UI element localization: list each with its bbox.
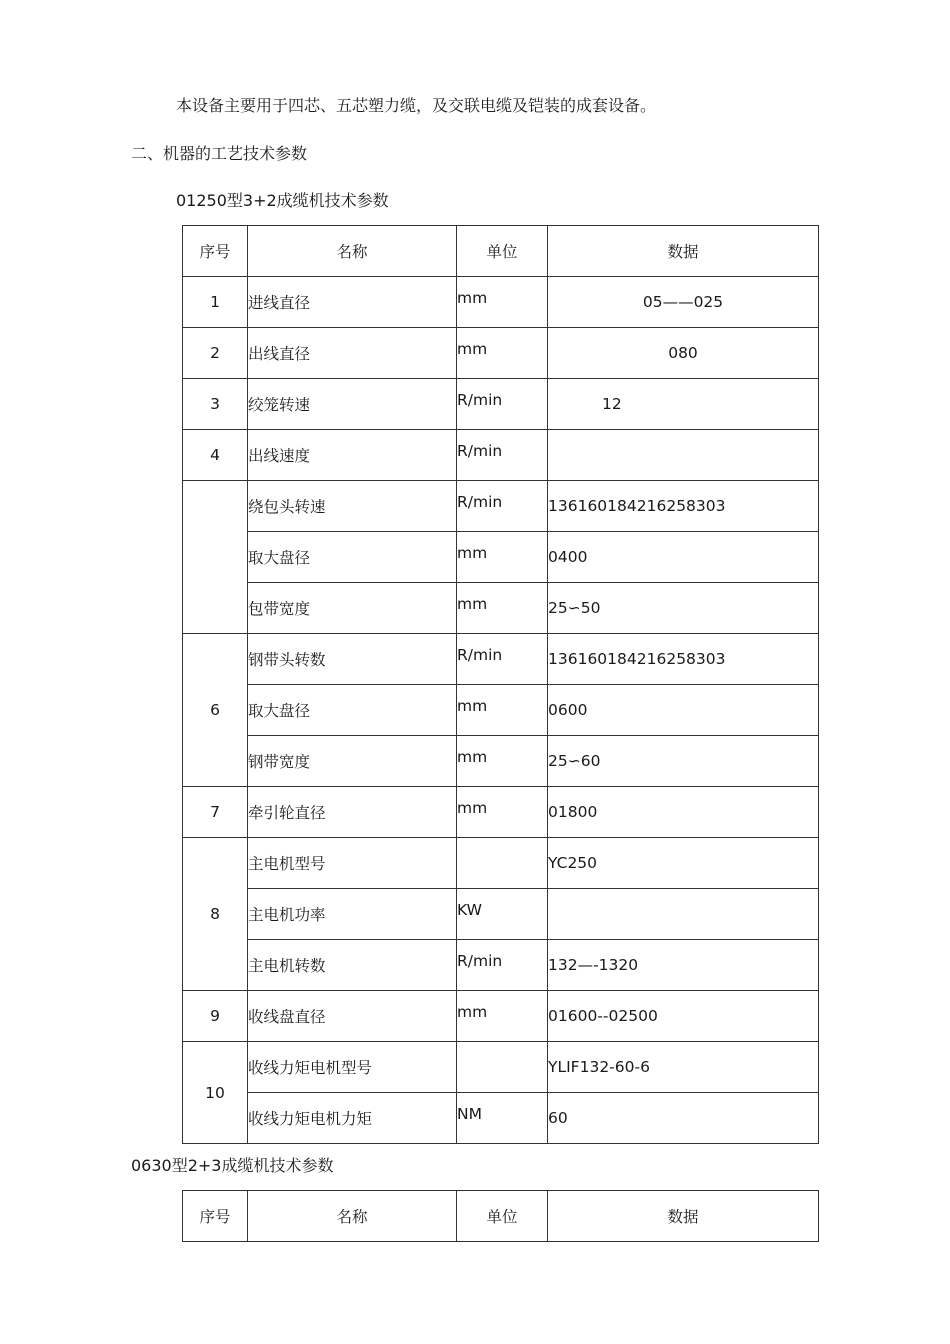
row-name: 进线直径	[248, 277, 457, 328]
row-value: 01600‑-02500	[548, 991, 819, 1042]
row-no: 10	[183, 1042, 248, 1144]
row-value	[548, 430, 819, 481]
row-value: 01800	[548, 787, 819, 838]
row-unit: R/min	[457, 481, 548, 532]
row-no: 9	[183, 991, 248, 1042]
table-row	[183, 685, 819, 736]
row-unit: R/min	[457, 430, 548, 481]
row-value: 25∽60	[548, 736, 819, 787]
table2	[182, 1190, 819, 1242]
table-row	[183, 328, 819, 379]
row-name: 主电机功率	[248, 889, 457, 940]
row-no: 3	[183, 379, 248, 430]
table-row	[183, 787, 819, 838]
row-name: 牵引轮直径	[248, 787, 457, 838]
header-no: 序号	[183, 1191, 248, 1242]
row-value: 136160184216258303	[548, 634, 819, 685]
header-no: 序号	[183, 226, 248, 277]
row-unit: mm	[457, 328, 548, 379]
row-name: 包带宽度	[248, 583, 457, 634]
table-row	[183, 481, 819, 532]
row-value: 12	[548, 379, 819, 430]
row-name: 收线力矩电机力矩	[248, 1093, 457, 1144]
header-name: 名称	[248, 226, 457, 277]
section-heading: 二、机器的工艺技术参数	[131, 144, 308, 163]
table-row	[183, 379, 819, 430]
row-unit: mm	[457, 685, 548, 736]
row-unit: mm	[457, 991, 548, 1042]
row-value: 0400	[548, 532, 819, 583]
table-row	[183, 1093, 819, 1144]
row-no: 2	[183, 328, 248, 379]
table-row	[183, 1042, 819, 1093]
row-unit: mm	[457, 532, 548, 583]
row-unit: R/min	[457, 940, 548, 991]
table-row	[183, 277, 819, 328]
row-value: 60	[548, 1093, 819, 1144]
table2-caption: 0630型2+3成缆机技术参数	[131, 1156, 334, 1175]
header-value: 数据	[548, 1191, 819, 1242]
table-row	[183, 889, 819, 940]
row-name: 出线速度	[248, 430, 457, 481]
row-value: YC250	[548, 838, 819, 889]
row-unit: mm	[457, 787, 548, 838]
row-unit: NM	[457, 1093, 548, 1144]
table-row	[183, 991, 819, 1042]
row-name: 主电机转数	[248, 940, 457, 991]
row-unit	[457, 1042, 548, 1093]
header-unit: 单位	[457, 1191, 548, 1242]
row-name: 钢带头转数	[248, 634, 457, 685]
row-name: 取大盘径	[248, 685, 457, 736]
row-no: 8	[183, 838, 248, 991]
table-row	[183, 583, 819, 634]
row-value: 25∽50	[548, 583, 819, 634]
row-unit: KW	[457, 889, 548, 940]
row-no: 6	[183, 634, 248, 787]
table-row	[183, 634, 819, 685]
row-unit: R/min	[457, 634, 548, 685]
table2-header-row	[183, 1191, 819, 1242]
table-row	[183, 430, 819, 481]
row-name: 绕包头转速	[248, 481, 457, 532]
row-unit: mm	[457, 583, 548, 634]
row-value: 136160184216258303	[548, 481, 819, 532]
row-value: 05——025	[548, 277, 819, 328]
row-name: 绞笼转速	[248, 379, 457, 430]
intro-paragraph: 本设备主要用于四芯、五芯塑力缆，及交联电缆及铠装的成套设备。	[176, 96, 657, 115]
table1-header-row	[183, 226, 819, 277]
row-unit: R/min	[457, 379, 548, 430]
row-name: 主电机型号	[248, 838, 457, 889]
header-name: 名称	[248, 1191, 457, 1242]
row-name: 收线盘直径	[248, 991, 457, 1042]
table1-caption: 01250型3+2成缆机技术参数	[176, 191, 389, 210]
row-name: 收线力矩电机型号	[248, 1042, 457, 1093]
row-unit: mm	[457, 736, 548, 787]
header-unit: 单位	[457, 226, 548, 277]
row-no: 7	[183, 787, 248, 838]
table-row	[183, 736, 819, 787]
row-name: 取大盘径	[248, 532, 457, 583]
row-value: 0600	[548, 685, 819, 736]
row-no: 4	[183, 430, 248, 481]
header-value: 数据	[548, 226, 819, 277]
table1	[182, 225, 819, 1144]
row-no: 1	[183, 277, 248, 328]
row-value: 132—-1320	[548, 940, 819, 991]
row-value: 080	[548, 328, 819, 379]
row-unit	[457, 838, 548, 889]
row-value	[548, 889, 819, 940]
row-value: YLIF132-60-6	[548, 1042, 819, 1093]
table-row	[183, 532, 819, 583]
table-row	[183, 838, 819, 889]
row-name: 钢带宽度	[248, 736, 457, 787]
row-no	[183, 481, 248, 634]
row-name: 出线直径	[248, 328, 457, 379]
table-row	[183, 940, 819, 991]
row-unit: mm	[457, 277, 548, 328]
